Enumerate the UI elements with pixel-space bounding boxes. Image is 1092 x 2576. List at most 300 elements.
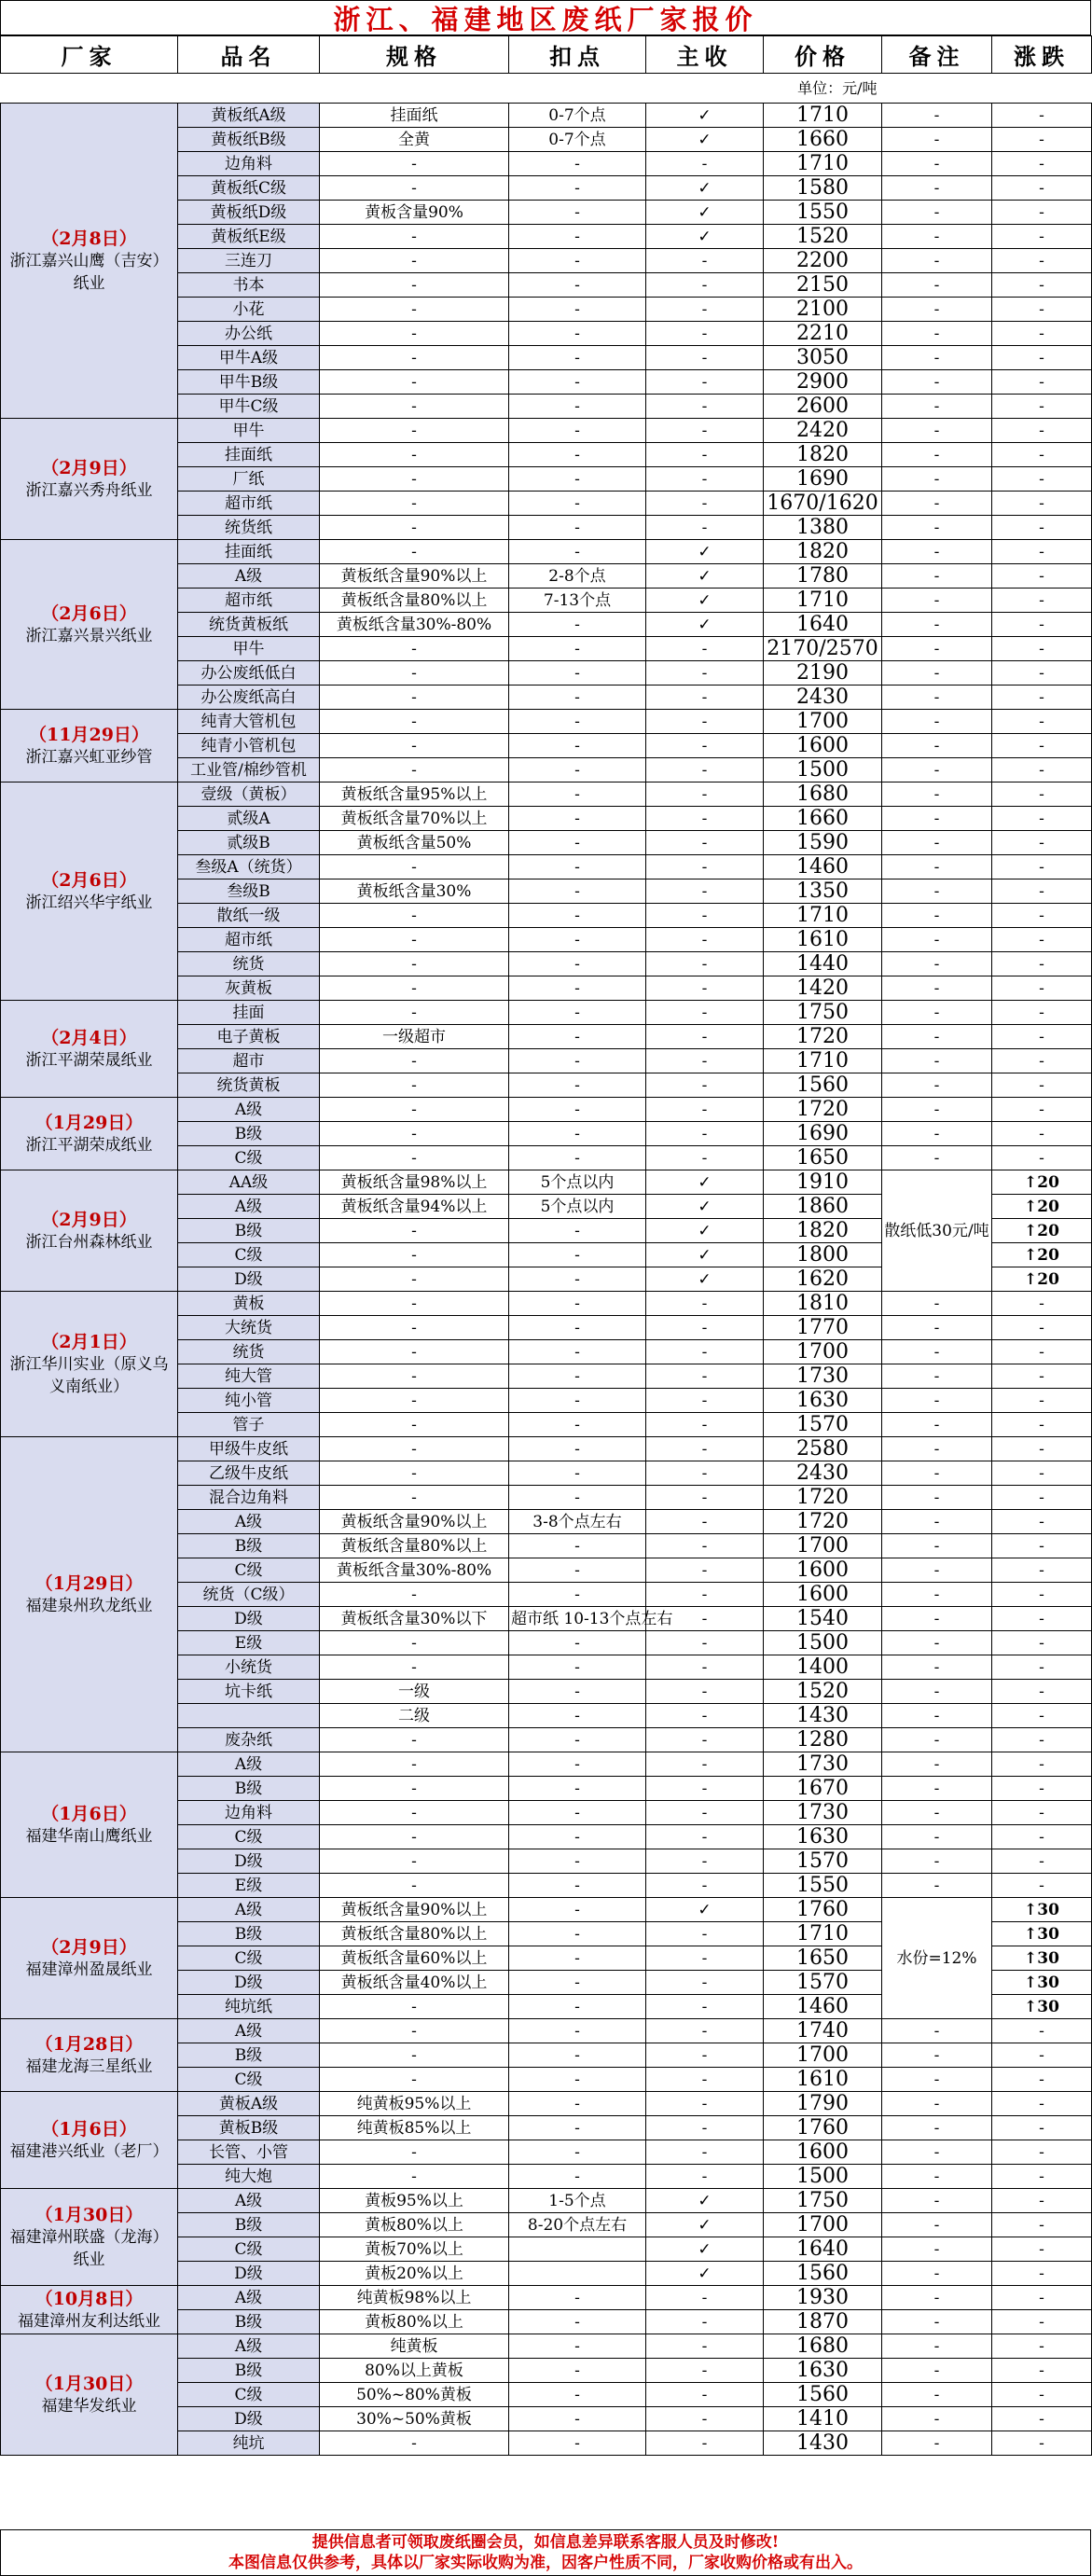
factory-date: （2月9日）: [41, 1209, 137, 1230]
item-cell: 挂面纸: [178, 540, 320, 564]
deduct-cell: -: [509, 1849, 646, 1874]
price-cell: 2170/2570: [764, 637, 882, 661]
deduct-cell: -: [509, 467, 646, 492]
deduct-cell: 2-8个点: [509, 564, 646, 589]
item-cell: D级: [178, 2407, 320, 2431]
item-cell: 纯坑: [178, 2431, 320, 2456]
change-cell: -: [992, 1098, 1092, 1122]
price-cell: 1600: [764, 734, 882, 758]
header-main: 主收: [646, 36, 764, 74]
spec-cell: 黄板纸含量30%: [320, 879, 509, 904]
spec-cell: -: [320, 1583, 509, 1607]
main-cell: ✓: [646, 176, 764, 201]
note-cell: -: [882, 2383, 992, 2407]
item-cell: 超市纸: [178, 589, 320, 613]
table-row: [1, 1898, 1092, 1922]
deduct-cell: -: [509, 540, 646, 564]
note-cell: -: [882, 516, 992, 540]
change-cell: -: [992, 1752, 1092, 1777]
item-cell: 厂纸: [178, 467, 320, 492]
price-cell: 1640: [764, 2237, 882, 2262]
note-cell: -: [882, 2068, 992, 2092]
spec-cell: -: [320, 928, 509, 952]
change-cell: -: [992, 976, 1092, 1001]
change-cell: -: [992, 2286, 1092, 2310]
price-cell: 1460: [764, 1995, 882, 2019]
price-cell: 3050: [764, 346, 882, 370]
factory-cell: [1, 1292, 178, 1437]
main-cell: -: [646, 1413, 764, 1437]
spec-cell: -: [320, 710, 509, 734]
price-cell: 1650: [764, 1946, 882, 1971]
note-cell: -: [882, 564, 992, 589]
note-cell: -: [882, 589, 992, 613]
spec-cell: -: [320, 2068, 509, 2092]
deduct-cell: -: [509, 2140, 646, 2165]
price-cell: 1430: [764, 2431, 882, 2456]
spec-cell: -: [320, 225, 509, 249]
price-cell: 1820: [764, 1219, 882, 1243]
factory-date: （1月30日）: [35, 2204, 144, 2225]
note-cell: -: [882, 2310, 992, 2334]
main-cell: -: [646, 1655, 764, 1680]
header-change: 涨跌: [992, 36, 1092, 74]
header-item: 品名: [178, 36, 320, 74]
change-cell: -: [992, 1680, 1092, 1704]
price-cell: 1630: [764, 1825, 882, 1849]
note-cell: -: [882, 2286, 992, 2310]
spec-cell: 30%~50%黄板: [320, 2407, 509, 2431]
spec-cell: 一级: [320, 1680, 509, 1704]
price-cell: 2190: [764, 661, 882, 686]
change-cell: -: [992, 2334, 1092, 2359]
factory-date: （2月9日）: [41, 457, 137, 478]
price-cell: 1500: [764, 2165, 882, 2189]
price-cell: 1610: [764, 2068, 882, 2092]
change-cell: -: [992, 1558, 1092, 1583]
factory-name: 福建漳州联盛（龙海）纸业: [9, 2227, 169, 2269]
factory-cell: [1, 419, 178, 540]
item-cell: A级: [178, 2286, 320, 2310]
change-cell: -: [992, 492, 1092, 516]
item-cell: C级: [178, 1946, 320, 1971]
main-cell: -: [646, 1292, 764, 1316]
price-cell: 1820: [764, 540, 882, 564]
main-cell: ✓: [646, 1170, 764, 1195]
item-cell: 纯大炮: [178, 2165, 320, 2189]
item-cell: A级: [178, 2189, 320, 2213]
deduct-cell: -: [509, 782, 646, 807]
deduct-cell: -: [509, 176, 646, 201]
deduct-cell: -: [509, 2092, 646, 2116]
note-cell: 散纸低30元/吨: [882, 1170, 992, 1292]
spec-cell: -: [320, 1825, 509, 1849]
deduct-cell: -: [509, 734, 646, 758]
spec-cell: 黄板纸含量90%以上: [320, 1898, 509, 1922]
spec-cell: -: [320, 467, 509, 492]
factory-name: 浙江绍兴华宇纸业: [25, 893, 153, 912]
change-cell: -: [992, 540, 1092, 564]
deduct-cell: -: [509, 1122, 646, 1146]
note-cell: -: [882, 1534, 992, 1558]
deduct-cell: -: [509, 1898, 646, 1922]
spec-cell: 黄板纸含量90%以上: [320, 1510, 509, 1534]
change-cell: -: [992, 1073, 1092, 1098]
main-cell: -: [646, 2383, 764, 2407]
spec-cell: -: [320, 1219, 509, 1243]
price-cell: 1580: [764, 176, 882, 201]
change-cell: -: [992, 2043, 1092, 2068]
note-cell: -: [882, 1583, 992, 1607]
item-cell: 甲牛B级: [178, 370, 320, 395]
change-cell: -: [992, 1001, 1092, 1025]
factory-cell: [1, 2334, 178, 2456]
item-cell: 大统货: [178, 1316, 320, 1340]
deduct-cell: -: [509, 1292, 646, 1316]
item-cell: D级: [178, 1971, 320, 1995]
deduct-cell: -: [509, 1219, 646, 1243]
factory-date: （2月9日）: [41, 1936, 137, 1958]
item-cell: 甲牛A级: [178, 346, 320, 370]
note-cell: -: [882, 1510, 992, 1534]
factory-name: 福建漳州友利达纸业: [18, 2311, 160, 2331]
price-cell: 1420: [764, 976, 882, 1001]
change-cell: -: [992, 2359, 1092, 2383]
main-cell: -: [646, 1922, 764, 1946]
note-cell: -: [882, 734, 992, 758]
change-cell: -: [992, 2237, 1092, 2262]
deduct-cell: -: [509, 1534, 646, 1558]
price-cell: 1700: [764, 2213, 882, 2237]
item-cell: 壹级（黄板）: [178, 782, 320, 807]
change-cell: -: [992, 1801, 1092, 1825]
item-cell: 甲牛: [178, 419, 320, 443]
main-cell: -: [646, 152, 764, 176]
item-cell: B级: [178, 2043, 320, 2068]
spec-cell: -: [320, 492, 509, 516]
note-cell: -: [882, 1025, 992, 1049]
main-cell: -: [646, 661, 764, 686]
price-cell: 1410: [764, 2407, 882, 2431]
item-cell: 纯青小管机包: [178, 734, 320, 758]
item-cell: 黄板A级: [178, 2092, 320, 2116]
price-cell: 1700: [764, 2043, 882, 2068]
spec-cell: 50%~80%黄板: [320, 2383, 509, 2407]
change-cell: -: [992, 1146, 1092, 1170]
item-cell: 统货: [178, 952, 320, 976]
spec-cell: -: [320, 661, 509, 686]
change-cell: -: [992, 1340, 1092, 1364]
factory-cell: [1, 1001, 178, 1098]
main-cell: -: [646, 516, 764, 540]
note-cell: -: [882, 1292, 992, 1316]
price-cell: 1690: [764, 1122, 882, 1146]
factory-date: （1月28日）: [35, 2033, 144, 2055]
factory-cell: [1, 1098, 178, 1170]
change-cell: -: [992, 1583, 1092, 1607]
spec-cell: -: [320, 758, 509, 782]
spec-cell: -: [320, 2019, 509, 2043]
deduct-cell: -: [509, 2334, 646, 2359]
factory-cell: [1, 2286, 178, 2334]
deduct-cell: -: [509, 1777, 646, 1801]
price-cell: 2430: [764, 686, 882, 710]
main-cell: -: [646, 1583, 764, 1607]
footer-line-2: 本图信息仅供参考，具体以厂家实际收购为准，因客户性质不同，厂家收购价格或有出入。: [228, 2554, 863, 2572]
note-cell: -: [882, 1437, 992, 1461]
price-cell: 1500: [764, 1631, 882, 1655]
change-cell: -: [992, 904, 1092, 928]
spec-cell: -: [320, 904, 509, 928]
price-cell: 2430: [764, 1461, 882, 1486]
change-cell: -: [992, 128, 1092, 152]
main-cell: -: [646, 1777, 764, 1801]
main-cell: -: [646, 1510, 764, 1534]
factory-name: 福建泉州玖龙纸业: [25, 1596, 153, 1615]
main-cell: -: [646, 1995, 764, 2019]
item-cell: 坑卡纸: [178, 1680, 320, 1704]
note-cell: -: [882, 1849, 992, 1874]
deduct-cell: -: [509, 201, 646, 225]
main-cell: -: [646, 1146, 764, 1170]
item-cell: 纯青大管机包: [178, 710, 320, 734]
price-cell: 1400: [764, 1655, 882, 1680]
main-cell: -: [646, 1001, 764, 1025]
spec-cell: -: [320, 2165, 509, 2189]
note-cell: -: [882, 298, 992, 322]
spec-cell: -: [320, 249, 509, 273]
spec-cell: -: [320, 1874, 509, 1898]
price-cell: 1720: [764, 1098, 882, 1122]
deduct-cell: -: [509, 249, 646, 273]
price-cell: 1550: [764, 201, 882, 225]
change-cell: ↑20: [992, 1267, 1092, 1292]
change-cell: -: [992, 564, 1092, 589]
spec-cell: -: [320, 152, 509, 176]
deduct-cell: -: [509, 1801, 646, 1825]
change-cell: -: [992, 1704, 1092, 1728]
note-cell: -: [882, 2043, 992, 2068]
spec-cell: 纯黄板95%以上: [320, 2092, 509, 2116]
factory-name: 福建漳州盈晟纸业: [25, 1960, 153, 1979]
spec-cell: 黄板纸含量80%以上: [320, 1922, 509, 1946]
item-cell: 小花: [178, 298, 320, 322]
note-cell: -: [882, 273, 992, 298]
price-cell: 2200: [764, 249, 882, 273]
table-row: [1, 419, 1092, 443]
spec-cell: -: [320, 1995, 509, 2019]
main-cell: -: [646, 2407, 764, 2431]
change-cell: -: [992, 928, 1092, 952]
price-cell: 1380: [764, 516, 882, 540]
deduct-cell: -: [509, 1389, 646, 1413]
item-cell: 边角料: [178, 1801, 320, 1825]
change-cell: ↑30: [992, 1995, 1092, 2019]
factory-cell: [1, 1170, 178, 1292]
deduct-cell: -: [509, 1098, 646, 1122]
change-cell: ↑30: [992, 1898, 1092, 1922]
deduct-cell: 7-13个点: [509, 589, 646, 613]
spec-cell: 纯黄板98%以上: [320, 2286, 509, 2310]
price-cell: 1660: [764, 128, 882, 152]
deduct-cell: -: [509, 1728, 646, 1752]
item-cell: AA级: [178, 1170, 320, 1195]
spec-cell: -: [320, 1316, 509, 1340]
item-cell: 灰黄板: [178, 976, 320, 1001]
main-cell: -: [646, 467, 764, 492]
note-cell: -: [882, 443, 992, 467]
deduct-cell: -: [509, 1922, 646, 1946]
note-cell: -: [882, 322, 992, 346]
price-cell: 1600: [764, 1583, 882, 1607]
deduct-cell: -: [509, 152, 646, 176]
note-cell: -: [882, 686, 992, 710]
unit-row: [1, 74, 1092, 104]
price-cell: 1630: [764, 1389, 882, 1413]
spec-cell: -: [320, 370, 509, 395]
change-cell: -: [992, 201, 1092, 225]
note-cell: -: [882, 1728, 992, 1752]
factory-name: 浙江平湖荣晟纸业: [25, 1050, 153, 1070]
note-cell: -: [882, 1146, 992, 1170]
deduct-cell: -: [509, 1655, 646, 1680]
main-cell: ✓: [646, 2189, 764, 2213]
price-cell: 1570: [764, 1971, 882, 1995]
main-cell: ✓: [646, 225, 764, 249]
note-cell: -: [882, 782, 992, 807]
price-cell: 1760: [764, 2116, 882, 2140]
item-cell: D级: [178, 1267, 320, 1292]
note-cell: -: [882, 370, 992, 395]
price-cell: 1650: [764, 1146, 882, 1170]
main-cell: -: [646, 1316, 764, 1340]
change-cell: -: [992, 516, 1092, 540]
spec-cell: -: [320, 419, 509, 443]
table-row: [1, 1437, 1092, 1461]
table-row: [1, 1001, 1092, 1025]
deduct-cell: -: [509, 2407, 646, 2431]
main-cell: -: [646, 1461, 764, 1486]
item-cell: C级: [178, 1558, 320, 1583]
spec-cell: -: [320, 734, 509, 758]
price-cell: 2150: [764, 273, 882, 298]
change-cell: -: [992, 1364, 1092, 1389]
note-cell: -: [882, 1413, 992, 1437]
item-cell: E级: [178, 1874, 320, 1898]
spec-cell: -: [320, 1655, 509, 1680]
change-cell: -: [992, 1655, 1092, 1680]
price-cell: 1770: [764, 1316, 882, 1340]
deduct-cell: -: [509, 395, 646, 419]
spec-cell: 挂面纸: [320, 104, 509, 128]
main-cell: -: [646, 855, 764, 879]
price-cell: 1710: [764, 152, 882, 176]
main-cell: -: [646, 1073, 764, 1098]
main-cell: -: [646, 1122, 764, 1146]
price-cell: 1700: [764, 710, 882, 734]
change-cell: -: [992, 1413, 1092, 1437]
item-cell: 统货（C级）: [178, 1583, 320, 1607]
item-cell: B级: [178, 2310, 320, 2334]
change-cell: -: [992, 1389, 1092, 1413]
main-cell: -: [646, 782, 764, 807]
item-cell: 统货纸: [178, 516, 320, 540]
deduct-cell: -: [509, 1874, 646, 1898]
deduct-cell: 3-8个点左右: [509, 1510, 646, 1534]
spec-cell: -: [320, 1389, 509, 1413]
change-cell: ↑20: [992, 1219, 1092, 1243]
item-cell: C级: [178, 2068, 320, 2092]
price-cell: 1350: [764, 879, 882, 904]
main-cell: ✓: [646, 1898, 764, 1922]
price-cell: 1610: [764, 928, 882, 952]
change-cell: -: [992, 1607, 1092, 1631]
deduct-cell: -: [509, 2383, 646, 2407]
header-row: [1, 36, 1092, 74]
spec-cell: 黄板纸含量60%以上: [320, 1946, 509, 1971]
price-cell: 1700: [764, 1534, 882, 1558]
change-cell: -: [992, 249, 1092, 273]
item-cell: 统货黄板: [178, 1073, 320, 1098]
change-cell: -: [992, 2140, 1092, 2165]
factory-name: 福建龙海三星纸业: [25, 2057, 153, 2076]
spec-cell: -: [320, 1267, 509, 1292]
item-cell: 边角料: [178, 152, 320, 176]
price-cell: 1780: [764, 564, 882, 589]
main-cell: -: [646, 952, 764, 976]
price-cell: 1280: [764, 1728, 882, 1752]
spec-cell: 二级: [320, 1704, 509, 1728]
spec-cell: -: [320, 1364, 509, 1389]
factory-cell: [1, 782, 178, 1001]
item-cell: 挂面纸: [178, 443, 320, 467]
deduct-cell: -: [509, 1946, 646, 1971]
spec-cell: 黄板纸含量30%-80%: [320, 613, 509, 637]
price-cell: 1810: [764, 1292, 882, 1316]
deduct-cell: -: [509, 1243, 646, 1267]
price-cell: 1520: [764, 1680, 882, 1704]
factory-name: 浙江平湖荣成纸业: [25, 1135, 153, 1155]
factory-date: （1月6日）: [41, 1803, 137, 1824]
price-cell: 1570: [764, 1849, 882, 1874]
main-cell: -: [646, 2431, 764, 2456]
deduct-cell: 0-7个点: [509, 104, 646, 128]
table-row: [1, 2334, 1092, 2359]
main-cell: -: [646, 1946, 764, 1971]
note-cell: -: [882, 1680, 992, 1704]
factory-name: 浙江嘉兴山鹰（吉安）纸业: [9, 251, 169, 293]
price-cell: 1710: [764, 1922, 882, 1946]
item-cell: 超市纸: [178, 492, 320, 516]
change-cell: -: [992, 2310, 1092, 2334]
factory-date: （10月8日）: [35, 2288, 144, 2309]
deduct-cell: -: [509, 1340, 646, 1364]
main-cell: ✓: [646, 613, 764, 637]
main-cell: -: [646, 2359, 764, 2383]
table-row: [1, 710, 1092, 734]
item-cell: A级: [178, 1898, 320, 1922]
deduct-cell: -: [509, 2286, 646, 2310]
change-cell: -: [992, 443, 1092, 467]
item-cell: 甲牛: [178, 637, 320, 661]
item-cell: 贰级A: [178, 807, 320, 831]
price-cell: 1710: [764, 904, 882, 928]
change-cell: -: [992, 1534, 1092, 1558]
price-cell: 1700: [764, 1340, 882, 1364]
spec-cell: 纯黄板85%以上: [320, 2116, 509, 2140]
deduct-cell: [509, 2237, 646, 2262]
main-cell: -: [646, 1801, 764, 1825]
